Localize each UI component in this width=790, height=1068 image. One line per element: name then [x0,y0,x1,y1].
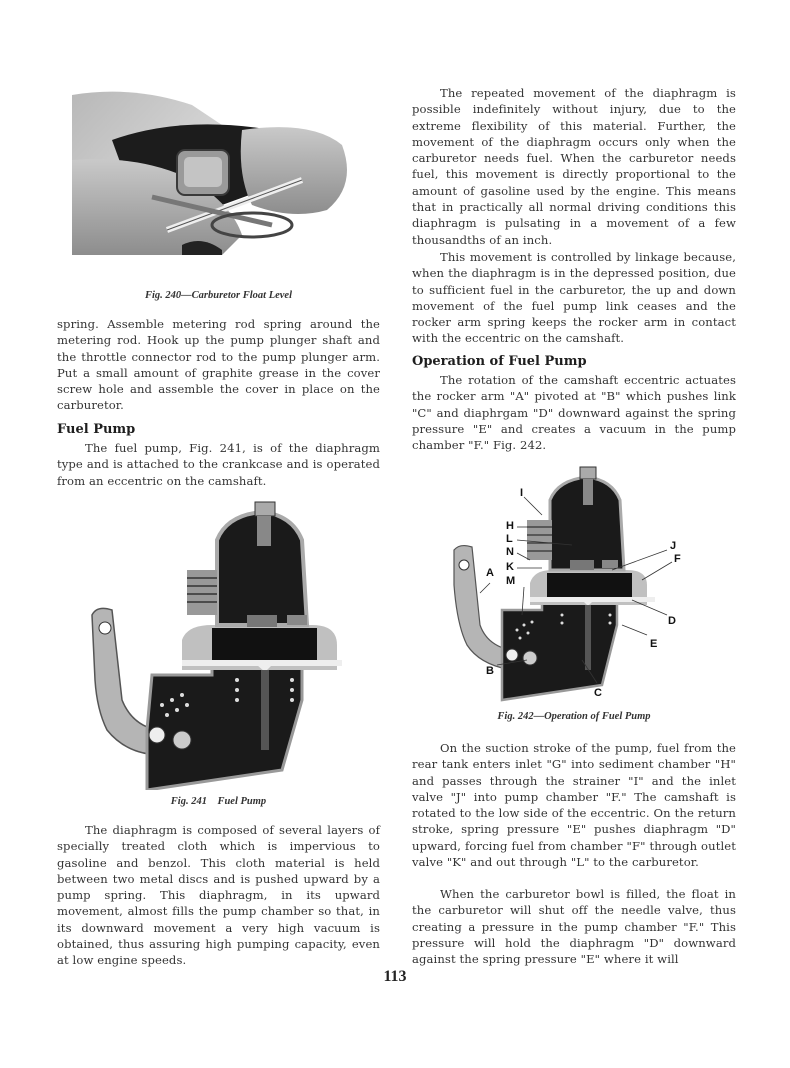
callout-label-b: B [486,665,494,677]
heading-fuel-pump: Fuel Pump [57,422,136,437]
callout-label-a: A [486,567,494,579]
page-number: 113 [383,968,407,985]
figure-241-photo [87,500,372,790]
callout-label-k: K [506,561,514,573]
callout-label-n: N [506,546,514,558]
callout-label-d: D [668,615,676,627]
carburetor-float-photo-illustration [72,85,369,255]
paragraph-carburetor-bowl-filled: When the carburetor bowl is filled, the float in the carburetor will shut off the needle valve, thus creating a pressure in the pump chamber "F." This pressure will hold the diaphragm "D" downward against the spring pressure "E" where it will [412,887,736,967]
paragraph-fuel-pump-intro: The fuel pump, Fig. 241, is of the diaphragm type and is attached to the crankcase and is operated from an eccentric on the camshaft. [57,441,380,488]
callout-label-i: I [520,487,524,499]
figure-240-caption: Fig. 240—Carburetor Float Level [145,290,292,301]
callout-label-l: L [506,533,513,545]
paragraph-suction-stroke: On the suction stroke of the pump, fuel from the rear tank enters inlet "G" into sediment chamber "H" and passes through the strainer "I" and the inlet valve "J" into pump chamber "F." The camshaft is rotated to the low side of the eccentric. On the return stroke, spring pressure "E" pushes diaphragm "D" upward, forcing fuel from chamber "F" through outlet valve "K" and out through "L" to the carburetor. [412,741,736,870]
callout-label-m: M [506,575,516,587]
callout-label-f: F [674,553,681,565]
paragraph-carburetor-assembly: spring. Assemble metering rod spring around the metering rod. Hook up the pump plunger shaft and the throttle connector rod to the pump plunger arm. Put a small amount of graphite grease in the cover screw hole and assemble the cover in place on the carburetor. [57,317,380,413]
paragraph-diaphragm-composition: The diaphragm is composed of several layers of specially treated cloth which is impervious to gasoline and benzol. This cloth material is held between two metal discs and is pushed upward by a pump spring. This diaphragm, in its upward movement, almost fills the pump chamber so that, in its downward movement a very high vacuum is obtained, thus assuring high pumping capacity, even at low engine speeds. [57,823,380,968]
callout-label-h: H [506,520,514,532]
figure-241-caption: Fig. 241 Fuel Pump [170,796,267,807]
callout-label-j: J [670,540,677,552]
paragraph-linkage-control: This movement is controlled by linkage because, when the diaphragm is in the depressed position, due to sufficient fuel in the carburetor, the up and down movement of the fuel pump link ceases and the rocker arm spring keeps the rocker arm in contact with the eccentric on the camshaft. [412,250,736,346]
fuel-pump-labeled-cutaway-illustration [442,465,712,705]
fuel-pump-cutaway-illustration [87,500,372,790]
callout-label-c: C [594,687,602,699]
heading-operation-of-fuel-pump: Operation of Fuel Pump [412,354,587,369]
figure-242-caption: Fig. 242—Operation of Fuel Pump [497,711,651,722]
figure-242-diagram [442,465,712,705]
callout-label-e: E [650,638,658,650]
figure-240-photo [72,85,369,255]
paragraph-repeated-movement: The repeated movement of the diaphragm is possible indefinitely without injury, due to the extreme flexibility of this material. Further, the movement of the diaphragm occurs only when the carburetor needs fuel. When the carburetor needs fuel, this movement is directly proportional to the amount of gasoline used by the engine. This means that in practically all normal driving conditions this diaphragm is pulsating in a movement of a few thousandths of an inch. [412,86,736,247]
paragraph-rotation-camshaft: The rotation of the camshaft eccentric actuates the rocker arm "A" pivoted at "B" which pushes link "C" and diaphrgam "D" downward against the spring pressure "E" and creates a vacuum in the pump chamber "F." Fig. 242. [412,373,736,453]
